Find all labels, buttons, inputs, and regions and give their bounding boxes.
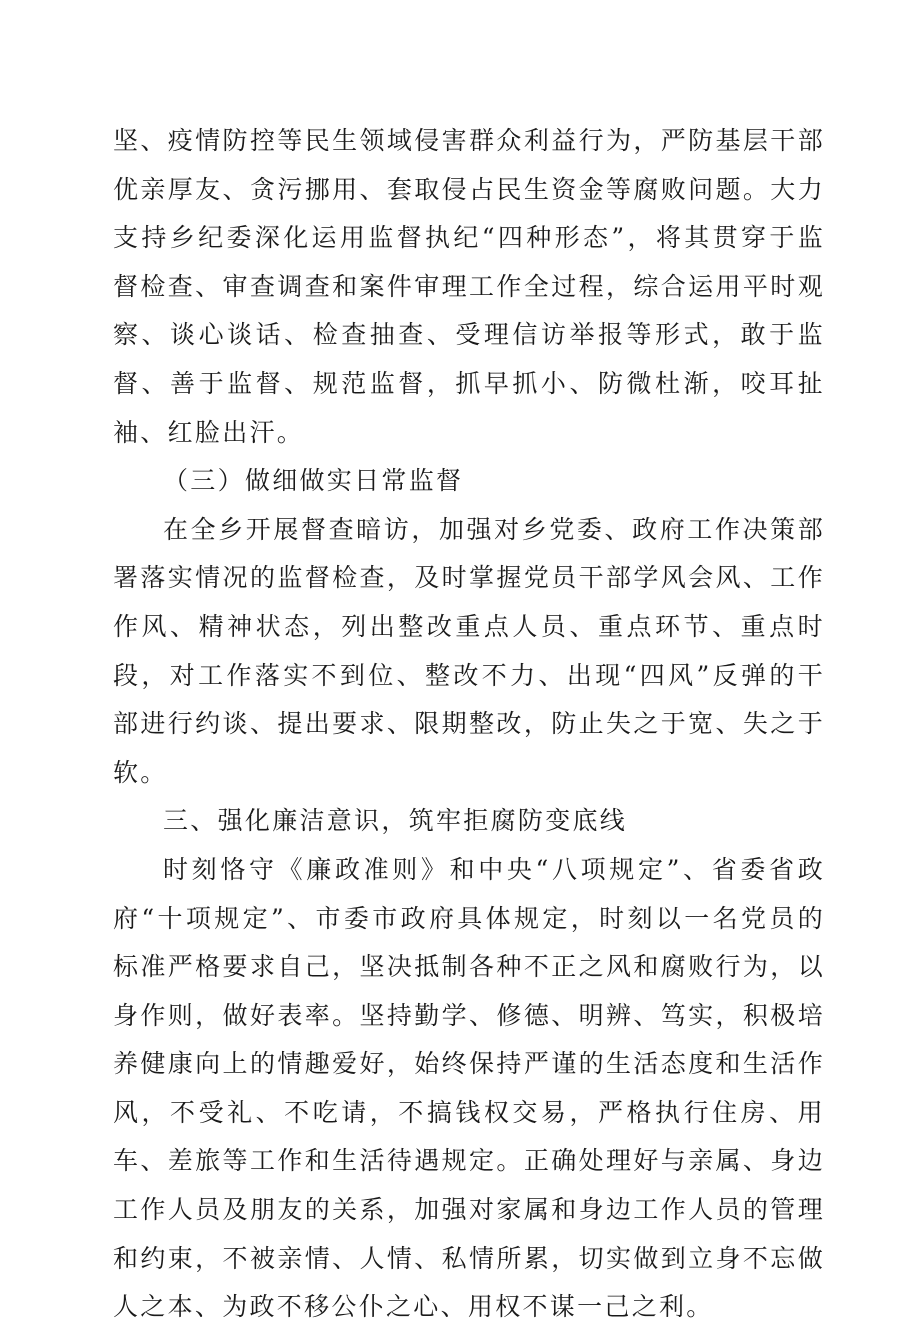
document-body <box>113 117 825 1332</box>
paragraph-daily-supervision: 在全乡开展督查暗访，加强对乡党委、政府工作决策部署落实情况的监督检查，及时掌握党员干部学风会风、工作作风、精神状态，列出整改重点人员、重点环节、重点时段，对工作落实不到位、整改不力、出现“四风”反弹的干部进行约谈、提出要求、限期整改，防止失之于宽、失之于软。 <box>113 514 825 787</box>
section-heading-subsection-3: （三）做细做实日常监督 <box>163 466 464 496</box>
paragraph-integrity-awareness: 时刻恪守《廉政准则》和中央“八项规定”、省委省政府“十项规定”、市委市政府具体规定，时刻以一名党员的标准严格要求自己，坚决抵制各种不正之风和腐败行为，以身作则，做好表率。坚持勤学、修德、明辨、笃实，积极培养健康向上的情趣爱好，始终保持严谨的生活态度和生活作风，不受礼、不吃请，不搞钱权交易，严格执行住房、用车、差旅等工作和生活待遇规定。正确处理好与亲属、身边工作人员及朋友的关系，加强对家属和身边工作人员的管理和约束，不被亲情、人情、私情所累，切实做到立身不忘做人之本、为政不移公仆之心、用权不谋一己之利。 <box>113 854 825 1322</box>
section-heading-3: 三、强化廉洁意识，筑牢拒腐防变底线 <box>163 806 628 836</box>
paragraph-continuation: 坚、疫情防控等民生领域侵害群众利益行为，严防基层干部优亲厚友、贪污挪用、套取侵占民生资金等腐败问题。大力支持乡纪委深化运用监督执纪“四种形态”，将其贯穿于监督检查、审查调查和案件审理工作全过程，综合运用平时观察、谈心谈话、检查抽查、受理信访举报等形式，敢于监督、善于监督、规范监督，抓早抓小、防微杜渐，咬耳扯袖、红脸出汗。 <box>113 126 825 447</box>
